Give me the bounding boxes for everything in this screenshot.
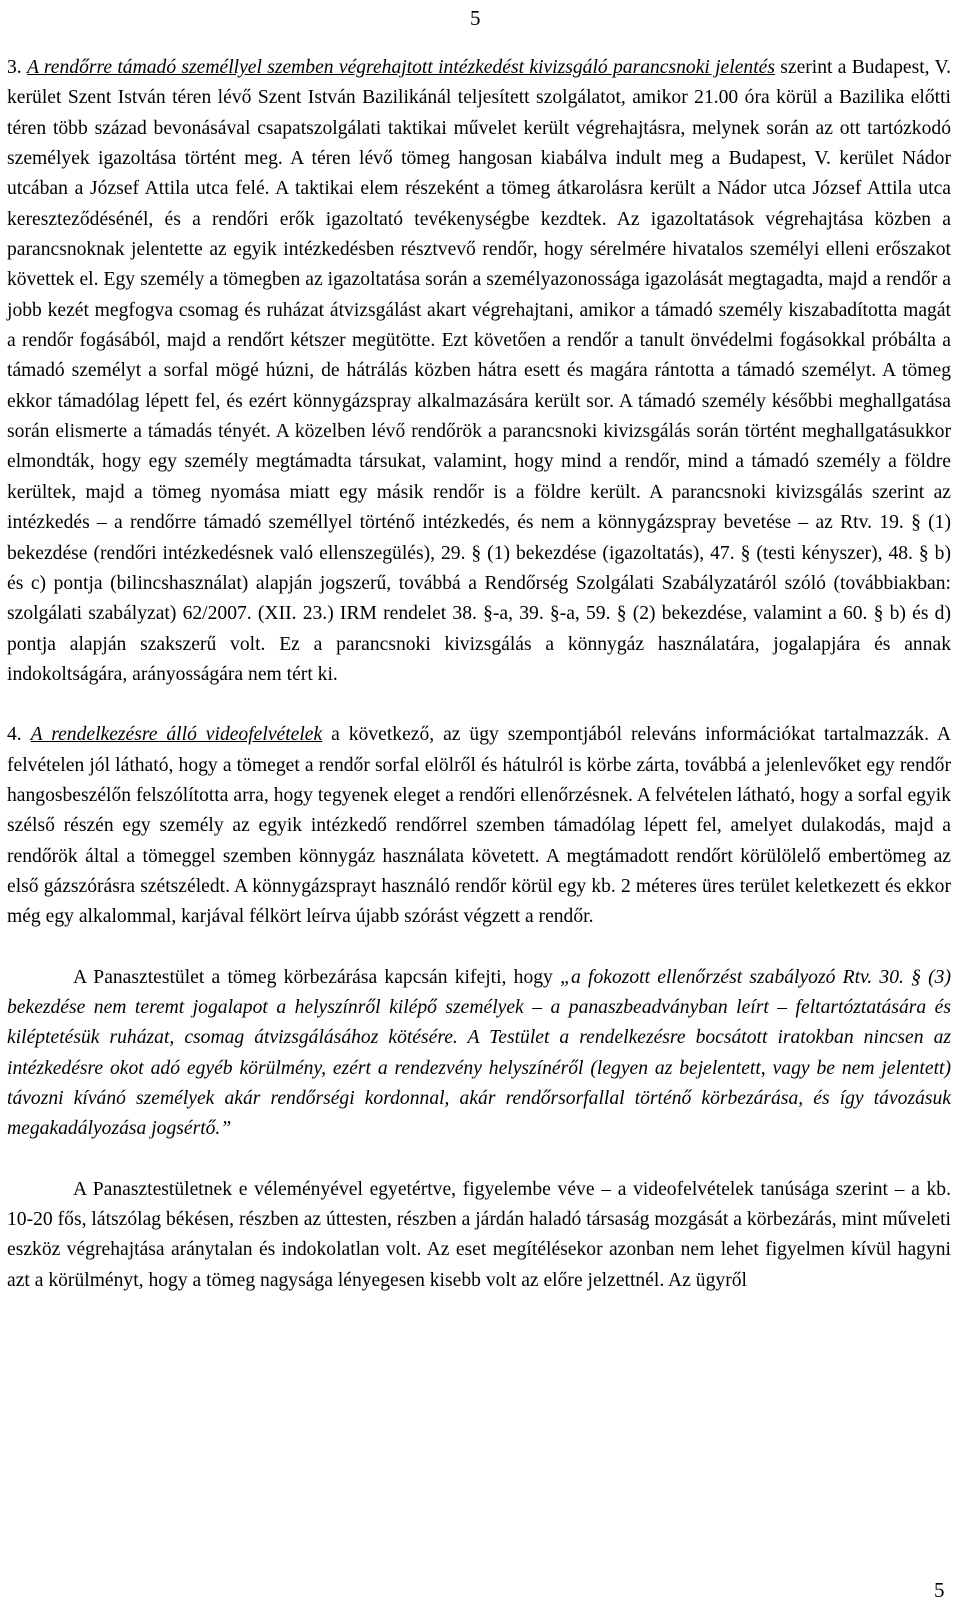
conclusion-paragraph: A Panasztestületnek e véleményével egyetértve, figyelembe véve – a videofelvételek tanúsága szerint – a kb. 10-20 fős, látszólag békésen, részben az úttesten, részben a járdán haladó társaság mozgását a körbezárás, mint műveleti eszköz végrehajtása aránytalan és indokolatlan volt. Az eset megítélésekor azonban nem lehet figyelmen kívül hagyni azt a körülményt, hogy a tömeg nagysága lényegesen kisebb volt az előre jelzettnél. Az ügyről [7,1178,951,1291]
section-3-title: A rendőrre támadó személlyel szemben végrehajtott intézkedést kivizsgáló parancsnoki jelentés [26,57,775,78]
document-body [7,53,951,1296]
page-number-bottom: 5 [934,1578,945,1602]
paragraph-spacer [7,1145,951,1175]
panasztestulet-lead: A Panasztestület a tömeg körbezárása kapcsán kifejti, hogy [73,966,561,988]
panasztestulet-paragraph [7,963,951,1145]
section-3-body: szerint a Budapest, V. kerület Szent István téren lévő Szent István Bazilikánál teljesített szolgálatot, amikor 21.00 óra körül a Bazilika előtti téren több század bevonásával csapatszolgálati taktikai művelet került végrehajtásra, melynek során az ott tartózkodó személyek igazoltása történt meg. A téren lévő tömeg hangosan kiabálva indult meg a Budapest, V. kerület Nádor utcában a József Attila utca felé. A taktikai elem részeként a tömeg átkarolásra került a Nádor utca József Attila utca kereszteződésénél, és a rendőri erők igazoltató tevékenységbe kezdtek. Az igazoltatások végrehajtása közben a parancsnoknak jelentette az egyik intézkedésben résztvevő rendőr, hogy sérelmére hivatalos személyi elleni erőszakot követtek el. Egy személy a tömegben az igazoltatása során a személyazonossága igazolását megtagadta, majd a rendőr a jobb kezét megfogva csomag és ruházat átvizsgálást akart végrehajtani, amikor a támadó személy kiszabadította magát a rendőr fogásából, majd a rendőrt kétszer megütötte. Ezt követően a rendőr a tanult önvédelmi fogásokkal próbálta a támadó személyt a sorfal mögé húzni, de hátrálás közben hátra esett és magára rántotta a támadó személyt. A tömeg ekkor támadólag lépett fel, és ezért könnygázspray alkalmazására került sor. A támadó személy későbbi meghallgatása során elismerte a támadás tényét. A közelben lévő rendőrök a parancsnoki kivizsgálás során történt meghallgatásukkor elmondták, hogy egy személy megtámadta társukat, valamint, hogy mind a rendőr, mind a támadó személy a földre kerültek, majd a tömeg nyomása miatt egy másik rendőr is a földre került. A parancsnoki kivizsgálás szerint az intézkedés – a rendőrre támadó személlyel történő intézkedés, és nem a könnygázspray bevetése – az Rtv. 19. § (1) bekezdése (rendőri intézkedésnek való ellenszegülés), 29. § (1) bekezdése (igazoltatás), 47. § (testi kényszer), 48. § b) és c) pontja (bilincshasználat) alapján jogszerű, továbbá a Rendőrség Szolgálati Szabályzatáról szóló (továbbiakban: szolgálati szabályzat) 62/2007. (XII. 23.) IRM rendelet 38. §-a, 39. §-a, 59. § (2) bekezdése, valamint a 60. § b) és d) pontja alapján szakszerű volt. Ez a parancsnoki kivizsgálás a könnygáz használatára, jogalapjára és annak indokoltságára, arányosságára nem tért ki. [7,57,951,685]
section-3-number: 3. [7,57,22,78]
section-4-number: 4. [7,724,22,746]
panasztestulet-quote: „a fokozott ellenőrzést szabályozó Rtv. 30. § (3) bekezdése nem teremt jogalapot a helyszínről kilépő személyek – a panaszbeadványban leírt – feltartóztatására és kiléptetésük ruházat, csomag átvizsgálásához kötésére. A Testület a rendelkezésre bocsátott iratokban nincsen az intézkedésre okot adó egyéb körülmény, ezért a rendezvény helyszínéről (legyen az bejelentett, vagy be nem jelentett) távozni kívánó személyek akár rendőrségi kordonnal, akár rendőrsorfallal történő körbezárása, és így távozásuk megakadályozása jogsértő.” [7,966,951,1140]
section-4-paragraph [7,720,951,932]
section-4-title: A rendelkezésre álló videofelvételek [30,724,323,746]
page-number-top: 5 [470,6,481,30]
section-4-body: a következő, az ügy szempontjából releváns információkat tartalmazzák. A felvételen jól látható, hogy a tömeget a rendőr sorfal elölről és hátulról is körbe zárta, továbbá a jelenlevőket egy rendőr hangosbeszélőn felszólította arra, hogy tegyenek eleget a rendőri ellenőrzésnek. A felvételen látható, hogy a sorfal egyik szélső részén egy személy az egyik intézkedő rendőrrel szemben támadólag lépett fel, amelyet dulakodás, majd a rendőrök által a tömeggel szemben könnygáz használata követett. A megtámadott rendőrt körülölelő embertömeg az első gázszórásra szétszéledt. A könnygázsprayt használó rendőr körül egy kb. 2 méteres üres terület keletkezett és ekkor még egy alkalommal, karjával félkört leírva újabb szórást végzett a rendőr. [7,724,951,928]
paragraph-spacer [7,690,951,720]
section-3-paragraph [7,53,951,690]
paragraph-spacer [7,933,951,963]
